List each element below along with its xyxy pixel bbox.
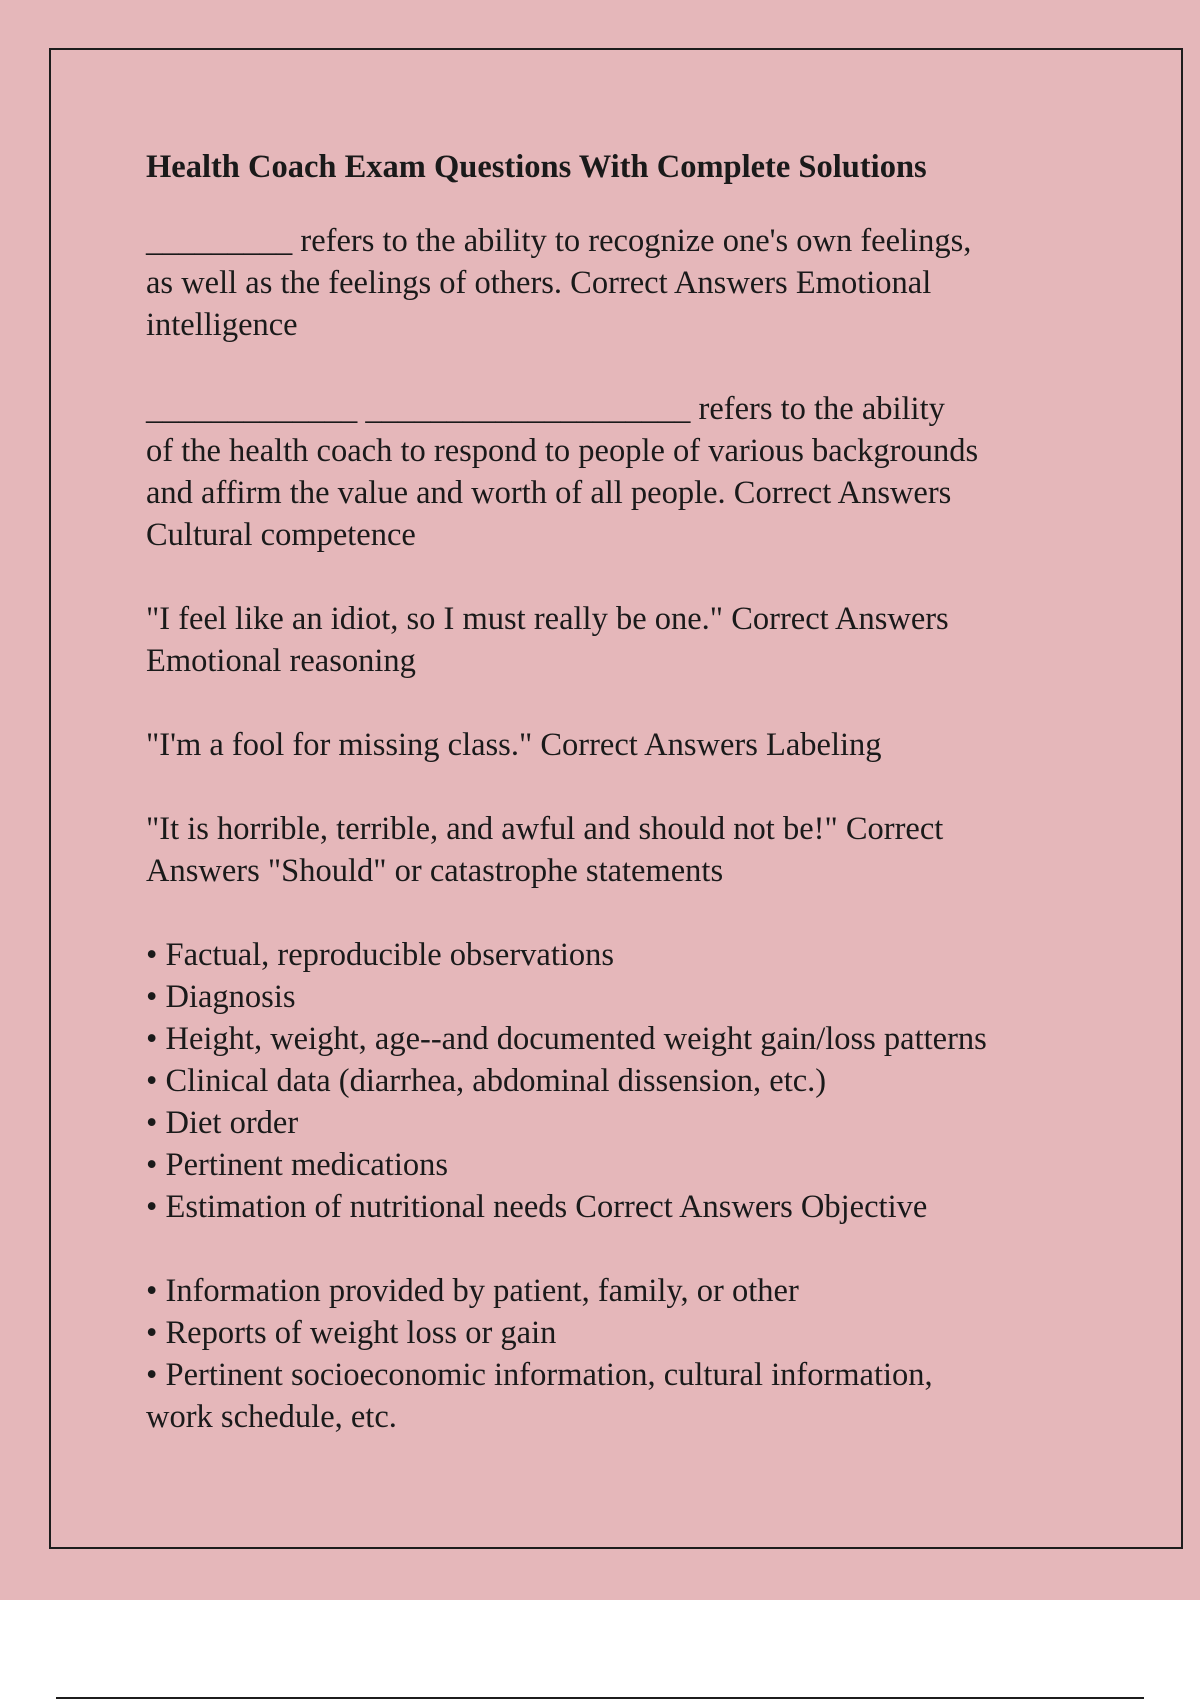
- text-line: "I'm a fool for missing class." Correct Answers Labeling: [146, 727, 882, 763]
- document-content: [146, 142, 1106, 1480]
- question-cultural-competence: [146, 388, 1106, 556]
- text-line: _________ refers to the ability to recognize one's own feelings,: [146, 223, 972, 259]
- question-emotional-reasoning: [146, 598, 1106, 682]
- list-item: • Pertinent socioeconomic information, cultural information,: [146, 1357, 933, 1393]
- text-line: and affirm the value and worth of all people. Correct Answers: [146, 475, 952, 511]
- footer-rule: [56, 1697, 1144, 1699]
- list-item: • Height, weight, age--and documented weight gain/loss patterns: [146, 1021, 987, 1057]
- text-line: Emotional reasoning: [146, 643, 416, 679]
- text-line: intelligence: [146, 307, 298, 343]
- question-objective-list: [146, 934, 1106, 1228]
- text-line: _____________ ____________________ refers to the ability: [146, 391, 945, 427]
- text-line: Answers "Should" or catastrophe statements: [146, 853, 724, 889]
- list-item: • Pertinent medications: [146, 1147, 449, 1183]
- list-item: • Clinical data (diarrhea, abdominal dissension, etc.): [146, 1063, 827, 1099]
- text-line: Cultural competence: [146, 517, 416, 553]
- text-line: of the health coach to respond to people of various backgrounds: [146, 433, 979, 469]
- text-line: as well as the feelings of others. Correct Answers Emotional: [146, 265, 932, 301]
- list-item: • Reports of weight loss or gain: [146, 1315, 557, 1351]
- list-item: • Factual, reproducible observations: [146, 937, 615, 973]
- list-item: • Estimation of nutritional needs Correct Answers Objective: [146, 1189, 928, 1225]
- question-emotional-intelligence: [146, 220, 1106, 346]
- list-item: • Diagnosis: [146, 979, 296, 1015]
- list-item: work schedule, etc.: [146, 1399, 397, 1435]
- document-title: Health Coach Exam Questions With Complete Solutions: [146, 149, 927, 185]
- question-should-statements: [146, 808, 1106, 892]
- question-subjective-list: [146, 1270, 1106, 1438]
- list-item: • Diet order: [146, 1105, 299, 1141]
- text-line: "It is horrible, terrible, and awful and should not be!" Correct: [146, 811, 944, 847]
- question-labeling: [146, 724, 1106, 766]
- text-line: "I feel like an idiot, so I must really be one." Correct Answers: [146, 601, 949, 637]
- list-item: • Information provided by patient, family, or other: [146, 1273, 799, 1309]
